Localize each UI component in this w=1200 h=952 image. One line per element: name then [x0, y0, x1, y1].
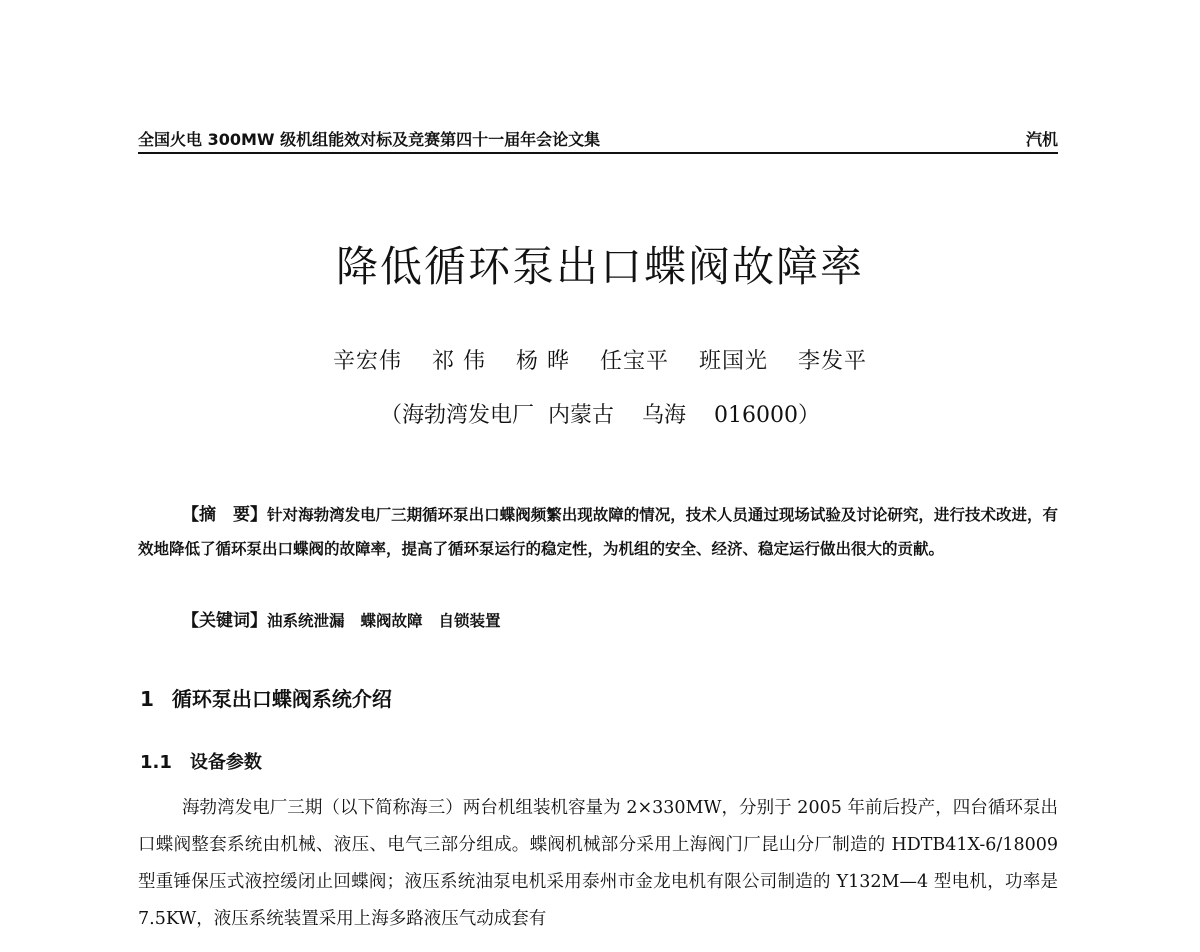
running-header — [138, 124, 1058, 154]
abstract — [138, 498, 1058, 566]
author-name: 祁 伟 — [431, 349, 486, 374]
subsection-heading — [140, 748, 262, 774]
subsection-title: 设备参数 — [189, 752, 262, 773]
keyword: 蝶阀故障 — [360, 611, 423, 630]
header-proceedings-title: 全国火电 300MW 级机组能效对标及竞赛第四十一届年会论文集 — [138, 130, 601, 149]
abstract-label: 【摘 要】 — [182, 505, 268, 525]
affiliation-open-paren: （ — [379, 403, 402, 428]
section-heading — [140, 683, 392, 712]
affiliation-org: 海勃湾发电厂 — [401, 403, 534, 428]
author-name: 辛宏伟 — [332, 349, 402, 374]
affiliation-postcode: 016000 — [714, 403, 799, 428]
keywords-label: 【关键词】 — [182, 611, 267, 631]
keyword: 自锁装置 — [438, 611, 501, 630]
subsection-number: 1.1 — [140, 752, 172, 773]
keyword: 油系统泄漏 — [267, 611, 345, 630]
header-category: 汽机 — [1025, 130, 1058, 149]
affiliation — [0, 398, 1200, 429]
section-number: 1 — [140, 687, 154, 711]
abstract-text: 针对海勃湾发电厂三期循环泵出口蝶阀频繁出现故障的情况，技术人员通过现场试验及讨论研究，进行技术改进，有效地降低了循环泵出口蝶阀的故障率，提高了循环泵运行的稳定性，为机组的安全、经济、稳定运行做出很大的贡献。 — [138, 505, 1058, 558]
author-name: 杨 晔 — [515, 349, 570, 374]
section-title: 循环泵出口蝶阀系统介绍 — [171, 687, 392, 711]
body-paragraph: 海勃湾发电厂三期（以下简称海三）两台机组装机容量为 2×330MW，分别于 2005 年前后投产，四台循环泵出口蝶阀整套系统由机械、液压、电气三部分组成。蝶阀机械部分采用上海阀门厂昆山分厂制造的 HDTB41X-6/18009 型重锤保压式液控缓闭止回蝶阀；液压系统油泵电机采用泰州市金龙电机有限公司制造的 Y132M—4 型电机，功率是 7.5KW，液压系统装置采用上海多路液压气动成套有 — [138, 798, 1058, 929]
affiliation-city: 乌海 — [642, 403, 687, 428]
author-list — [0, 344, 1200, 375]
keywords — [182, 606, 517, 631]
author-name: 李发平 — [798, 349, 868, 374]
author-name: 任宝平 — [599, 349, 669, 374]
affiliation-region: 内蒙古 — [548, 403, 615, 428]
paper-title: 降低循环泵出口蝶阀故障率 — [335, 242, 864, 291]
body-text — [138, 790, 1058, 938]
author-name: 班国光 — [699, 349, 769, 374]
affiliation-close-paren: ） — [798, 403, 821, 428]
